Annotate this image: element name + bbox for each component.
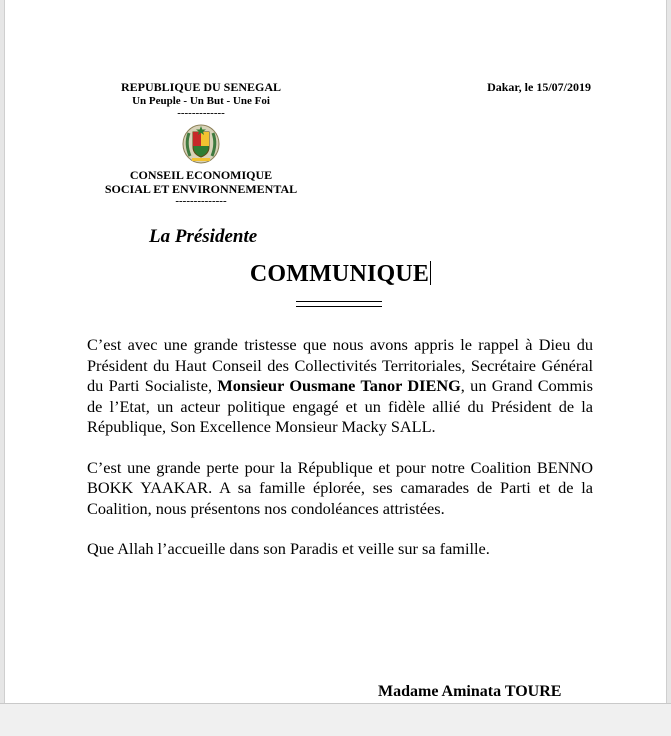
paragraph-2: C’est une grande perte pour la République et pour notre Coalition BENNO BOKK YAAKAR. A sa famille éplorée, ses camarades de Parti et de la Coalition, nous présentons nos condoléances attristées. [87,457,593,518]
document-title-text: COMMUNIQUE [249,261,430,287]
signature: Madame Aminata TOURE [378,683,562,700]
place-date: Dakar, le 15/07/2019 [487,80,591,94]
document-title [5,261,667,288]
paragraph-3: Que Allah l’accueille dans son Paradis et veille sur sa famille. [87,539,490,558]
council-name-line-2: SOCIAL ET ENVIRONNEMENTAL [104,182,298,196]
author-role: La Présidente [149,226,258,247]
communique-body [87,335,593,560]
paragraph-1-text-end: , un Grand Commis de l’Etat, un acteur politique engagé et un fidèle allié du Président de la République, Son Excellence Monsieur Macky SALL. [87,376,593,436]
status-bar [0,703,671,736]
title-double-underline [296,301,382,307]
separator: ------------- [177,107,225,119]
council-name-line-1: CONSEIL ECONOMIQUE [129,168,273,182]
text-cursor [430,261,431,285]
national-motto: Un Peuple - Un But - Une Foi [132,95,270,107]
paragraph-1-text: C’est avec une grande tristesse que nous avons appris le rappel à Dieu du Président du Haut Conseil des Collectivités Territoriales, Secrétaire Général du Parti Socialiste, [87,335,593,395]
document-page [4,0,667,703]
senegal-coat-of-arms-icon [181,123,221,165]
letterhead [101,80,301,207]
paragraph-1 [87,335,593,438]
deceased-name: Monsieur Ousmane Tanor DIENG [217,376,461,395]
separator: -------------- [175,195,227,207]
country-name: REPUBLIQUE DU SENEGAL [120,80,282,94]
